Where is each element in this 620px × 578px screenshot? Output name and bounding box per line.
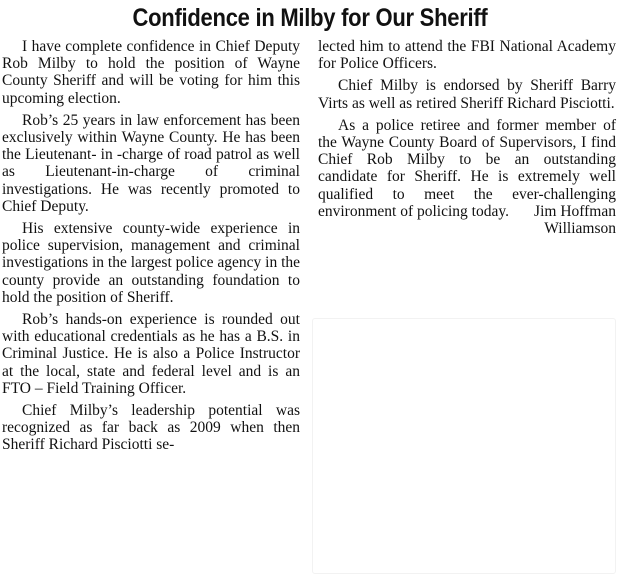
signature-town: Williamson [544, 220, 616, 238]
paragraph-endorsement-body [318, 117, 616, 237]
empty-ad-space [312, 318, 616, 574]
paragraph-education: Rob’s hands-on experience is rounded out with educational credentials as he has a B.S. in Criminal Justice. He is also a Police Instructor at the local, state and federal level and is an FTO – Field Training Officer. [2, 311, 300, 397]
right-column [318, 38, 616, 242]
column-divider [309, 40, 310, 570]
left-column [2, 38, 300, 459]
paragraph-confidence: I have complete confidence in Chief Deputy Rob Milby to hold the position of Wayne County Sheriff and will be voting for him this upcoming election. [2, 38, 300, 107]
headline: Confidence in Milby for Our Sheriff [132, 4, 488, 32]
paragraph-experience: Rob’s 25 years in law enforcement has been exclusively within Wayne County. He has been the Lieutenant- in -charge of road patrol as well as Lieutenant-in-charge of criminal investigations. He was recently promoted to Chief Deputy. [2, 111, 300, 215]
paragraph-leadership: Chief Milby’s leadership potential was recognized as far back as 2009 when then Sheriff Richard Pisciotti se- [2, 402, 300, 454]
paragraph-fbi-academy: lected him to attend the FBI National Academy for Police Officers. [318, 38, 616, 73]
closing-text: As a police retiree and former member of the Wayne County Board of Supervisors, I find Chief Rob Milby to be an outstanding candidate for Sheriff. He is extremely well qualified to meet the ever-challenging environment of policing today. [318, 116, 616, 220]
signature-name: Jim Hoffman [534, 202, 616, 220]
paragraph-supervision: His extensive county-wide experience in police supervision, management and criminal investigations in the largest police agency in the county provide an outstanding foundation to hold the position of Sheriff. [2, 220, 301, 306]
paragraph-endorsements: Chief Milby is endorsed by Sheriff Barry Virts as well as retired Sheriff Richard Pisciotti. [318, 77, 616, 112]
